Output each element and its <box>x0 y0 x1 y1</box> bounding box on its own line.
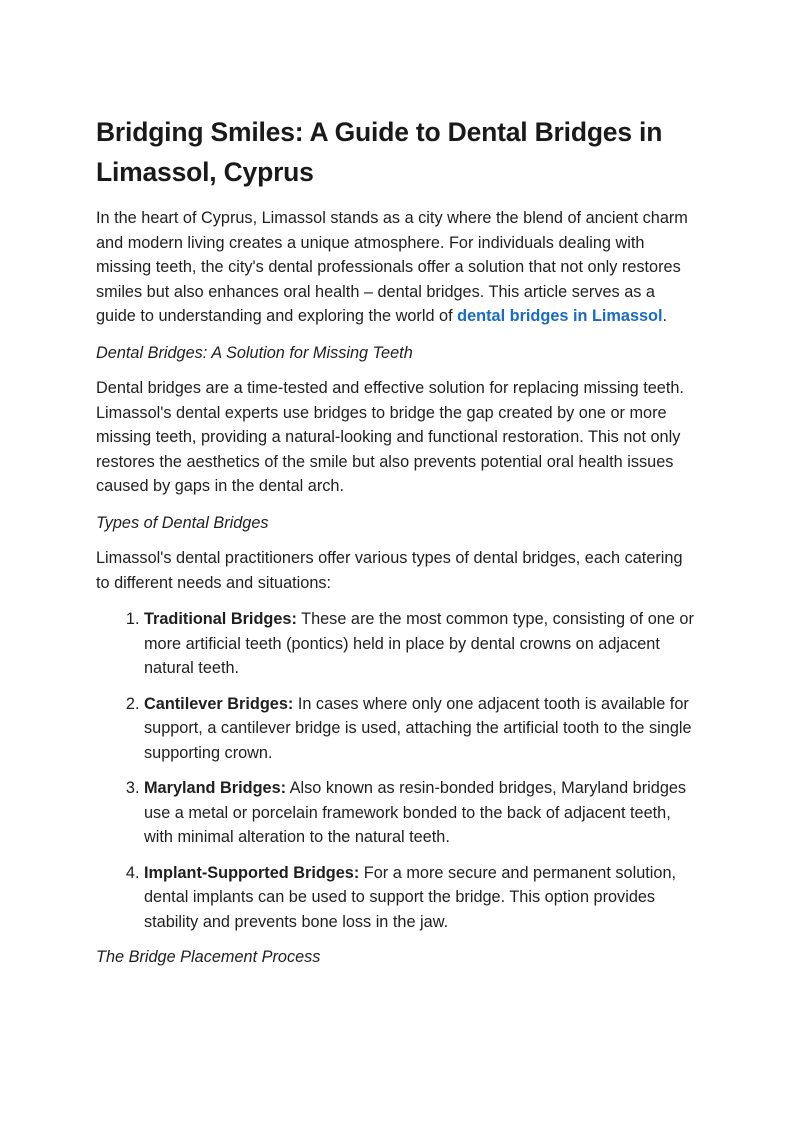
list-item-text: Also known as resin-bonded bridges, Maryland bridges use a metal or porcelain framework bonded to the back of adjacent teeth, with minimal alteration to the natural teeth. <box>144 779 687 846</box>
intro-end: . <box>662 307 668 325</box>
dental-bridges-link[interactable]: dental bridges in Limassol <box>457 307 663 325</box>
bridge-types-list <box>96 607 698 934</box>
list-item-text: In cases where only one adjacent tooth is available for support, a cantilever bridge is used, attaching the artificial tooth to the single supporting crown. <box>144 694 692 762</box>
intro-paragraph <box>96 206 698 329</box>
section3-heading: The Bridge Placement Process <box>96 948 321 966</box>
list-item <box>144 692 698 766</box>
list-item-term: Maryland Bridges: <box>144 779 287 797</box>
list-item-term: Cantilever Bridges: <box>144 694 294 713</box>
list-item-term: Traditional Bridges: <box>144 610 297 628</box>
page-title: Bridging Smiles: A Guide to Dental Bridges in Limassol, Cyprus <box>96 117 663 187</box>
list-item <box>144 776 698 850</box>
list-item-term: Implant-Supported Bridges: <box>144 863 360 882</box>
document-page <box>96 112 698 981</box>
section2-heading: Types of Dental Bridges <box>96 513 269 532</box>
section1-heading: Dental Bridges: A Solution for Missing Teeth <box>96 343 413 362</box>
list-item-text: For a more secure and permanent solution, dental implants can be used to support the bridge. This option provides stability and prevents bone loss in the jaw. <box>144 863 677 931</box>
section1-body: Dental bridges are a time-tested and effective solution for replacing missing teeth. Limassol's dental experts use bridges to bridge the gap created by one or more missing teeth, providing a natural-looking and functional restoration. This not only restores the aesthetics of the smile but also prevents potential oral health issues caused by gaps in the dental arch. <box>96 379 684 495</box>
list-item <box>144 607 698 681</box>
section2-body: Limassol's dental practitioners offer various types of dental bridges, each catering to different needs and situations: <box>96 549 683 592</box>
list-item <box>144 861 698 935</box>
list-item-text: These are the most common type, consisting of one or more artificial teeth (pontics) held in place by dental crowns on adjacent natural teeth. <box>144 610 694 677</box>
intro-text: In the heart of Cyprus, Limassol stands as a city where the blend of ancient charm and modern living creates a unique atmosphere. For individuals dealing with missing teeth, the city's dental professionals offer a solution that not only restores smiles but also enhances oral health – dental bridges. This article serves as a guide to understanding and exploring the world of <box>96 209 688 325</box>
